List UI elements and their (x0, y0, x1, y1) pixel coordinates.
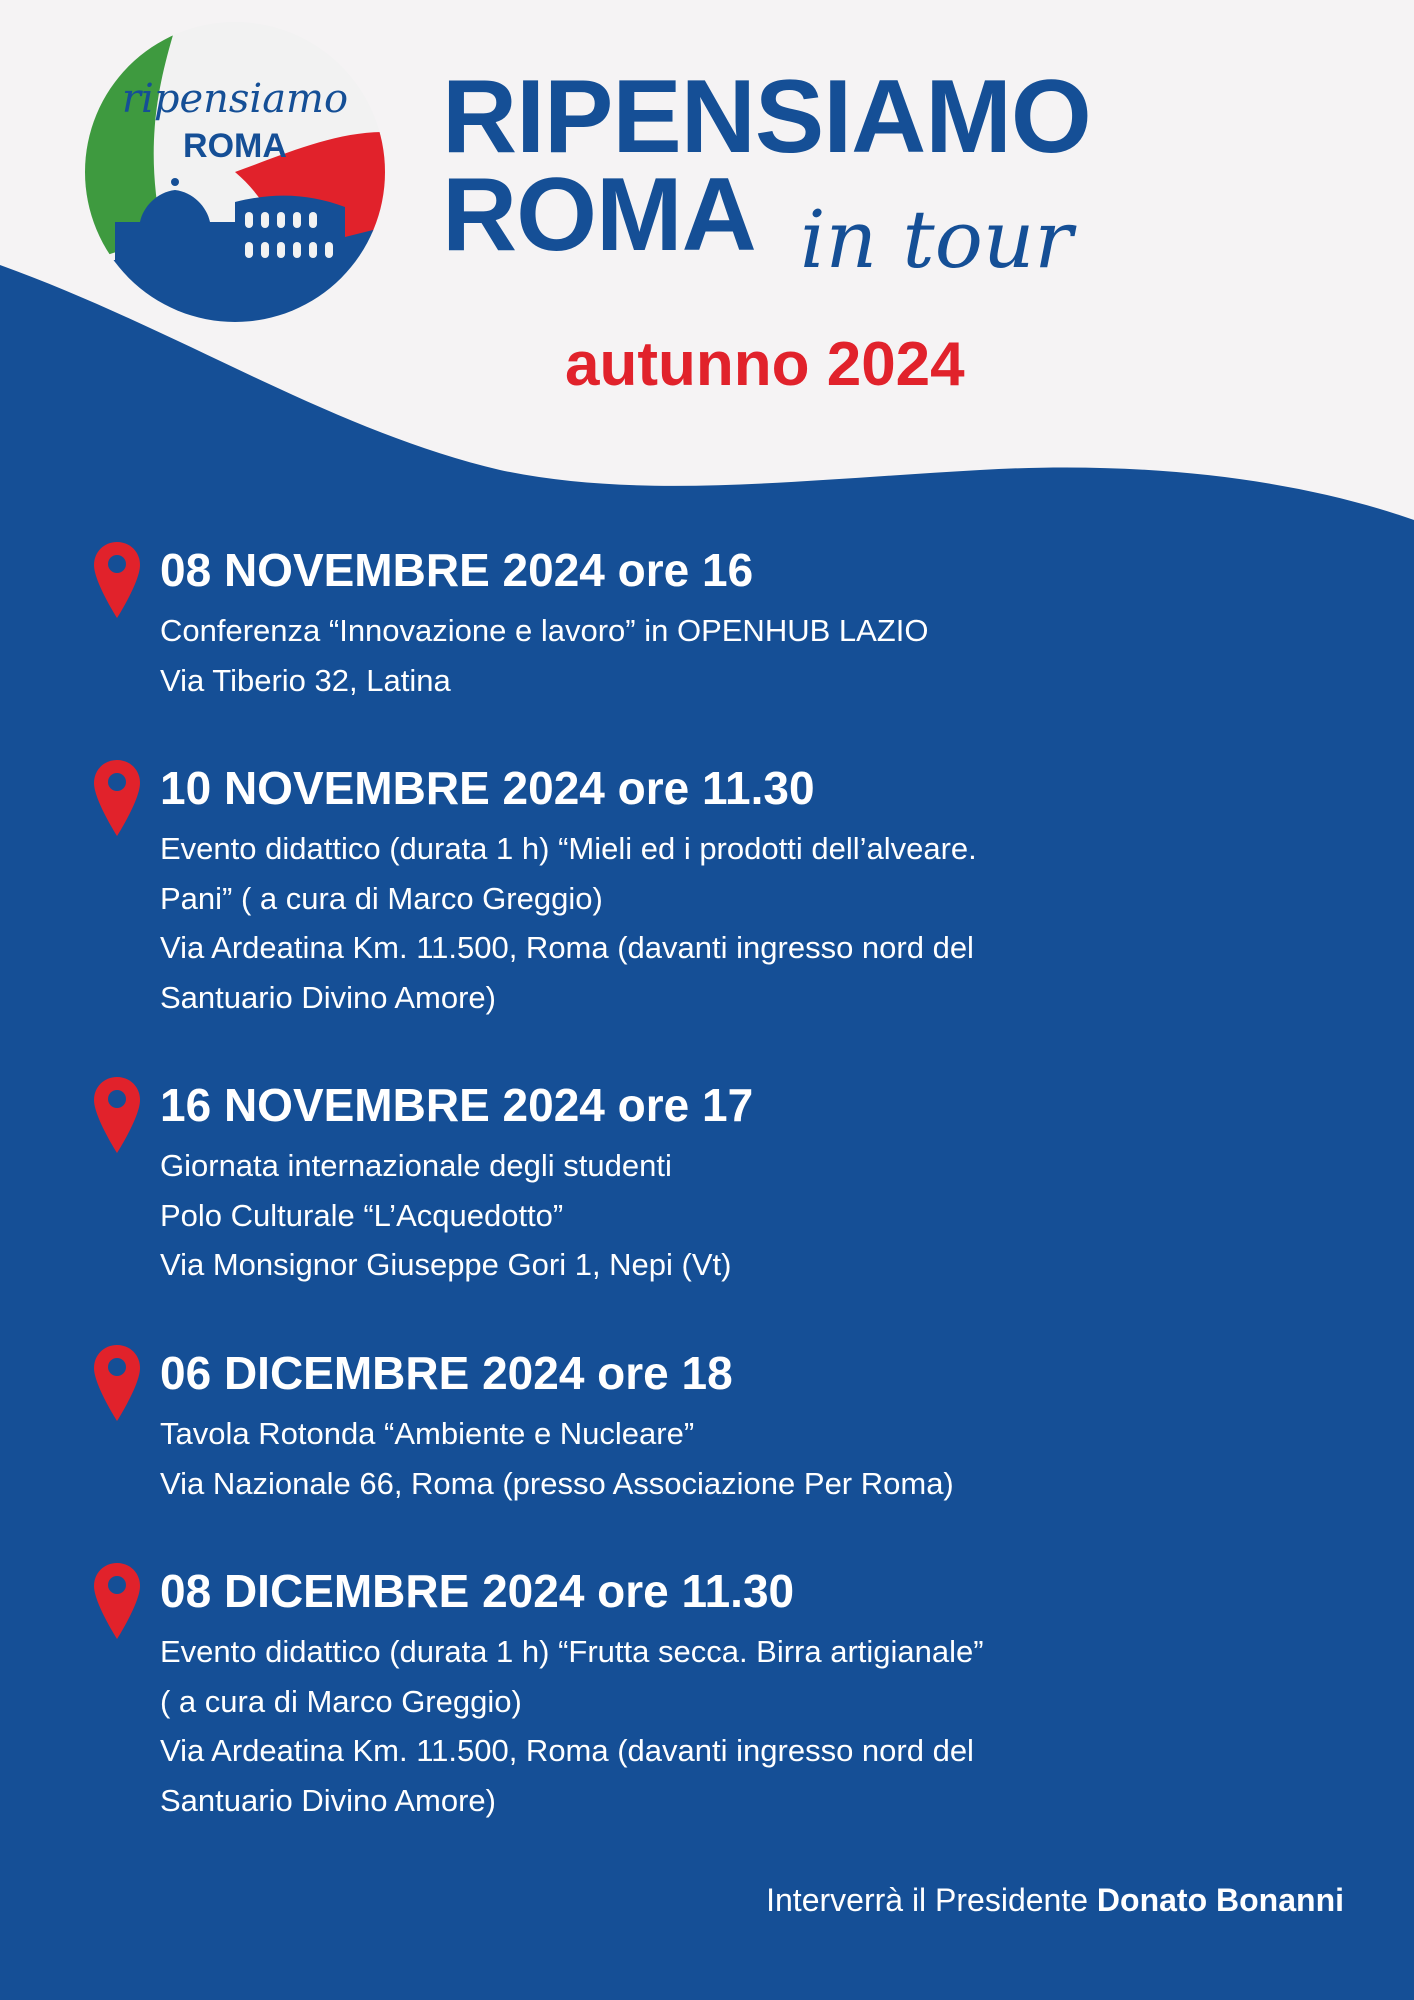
event-date: 10 NOVEMBRE 2024 ore 11.30 (160, 762, 815, 814)
map-pin-icon (92, 1075, 142, 1155)
event-details (160, 824, 977, 1022)
event-detail-line: Via Tiberio 32, Latina (160, 662, 451, 698)
event-detail-line: Conferenza “Innovazione e lavoro” in OPENHUB LAZIO (160, 613, 929, 648)
logo-script: ripensiamo (121, 76, 349, 122)
title-line-1: RIPENSIAMO (442, 59, 1091, 175)
event-detail-line: Santuario Divino Amore) (160, 979, 496, 1015)
event-date: 16 NOVEMBRE 2024 ore 17 (160, 1079, 754, 1131)
speaker-note (766, 1878, 1344, 1922)
logo-badge (85, 22, 385, 322)
event-detail-line: Giornata internazionale degli studenti (160, 1148, 672, 1183)
map-pin-icon (92, 1343, 142, 1423)
event-detail-line: Via Ardeatina Km. 11.500, Roma (davanti ingresso nord del (160, 930, 974, 965)
event-date: 08 DICEMBRE 2024 ore 11.30 (160, 1565, 795, 1617)
event-detail-line: Evento didattico (durata 1 h) “Frutta secca. Birra artigianale” (160, 1634, 984, 1669)
speaker-name: Donato Bonanni (1096, 1882, 1344, 1918)
event-detail-line: Pani” ( a cura di Marco Greggio) (160, 880, 603, 916)
title-line-2: ROMA (442, 157, 756, 273)
event-date: 06 DICEMBRE 2024 ore 18 (160, 1347, 733, 1399)
map-pin-icon (92, 758, 142, 838)
event-detail-line: Tavola Rotonda “Ambiente e Nucleare” (160, 1416, 695, 1451)
season-label: autunno 2024 (565, 330, 965, 399)
event-details (160, 606, 928, 705)
logo-word: ROMA (183, 127, 287, 165)
map-pin-icon (92, 540, 142, 620)
event-details (160, 1409, 954, 1508)
event-date: 08 NOVEMBRE 2024 ore 16 (160, 544, 754, 596)
event-details (160, 1141, 731, 1290)
tagline: in tour (800, 193, 1073, 286)
map-pin-icon (92, 1561, 142, 1641)
event-detail-line: Via Nazionale 66, Roma (presso Associazione Per Roma) (160, 1465, 954, 1501)
event-detail-line: ( a cura di Marco Greggio) (160, 1683, 522, 1719)
event-detail-line: Polo Culturale “L’Acquedotto” (160, 1197, 564, 1233)
event-detail-line: Via Ardeatina Km. 11.500, Roma (davanti ingresso nord del (160, 1733, 974, 1768)
event-detail-line: Via Monsignor Giuseppe Gori 1, Nepi (Vt) (160, 1247, 732, 1282)
event-details (160, 1627, 984, 1825)
speaker-intro: Interverrà il Presidente (766, 1882, 1089, 1918)
event-detail-line: Evento didattico (durata 1 h) “Mieli ed i prodotti dell’alveare. (160, 831, 977, 866)
event-detail-line: Santuario Divino Amore) (160, 1782, 496, 1818)
